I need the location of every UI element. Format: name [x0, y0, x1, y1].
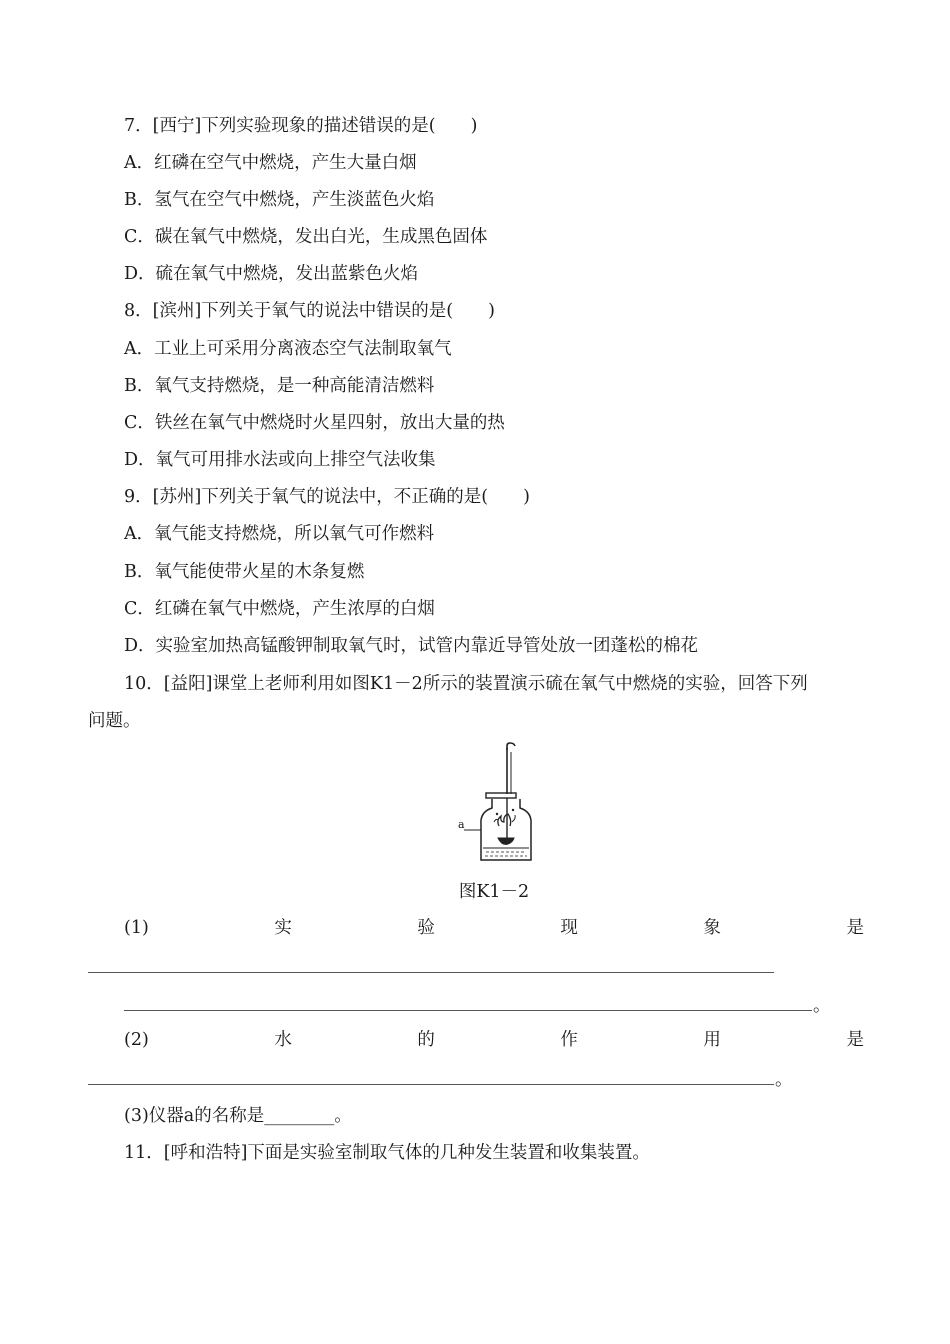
q10-sub1-answer-line-2[interactable]: [124, 1010, 812, 1011]
q9-stem: 9．[苏州]下列关于氧气的说法中，不正确的是( ): [124, 487, 530, 507]
q7-option-d: D．硫在氧气中燃烧，发出蓝紫色火焰: [124, 264, 419, 284]
q9-option-b: B．氧气能使带火星的木条复燃: [124, 562, 365, 582]
q10-sub2-word: 作: [560, 1030, 578, 1050]
figure-label-a: a: [458, 818, 465, 831]
q8-stem: 8．[滨州]下列关于氧气的说法中错误的是( ): [124, 301, 495, 321]
q7-option-b: B．氢气在空气中燃烧，产生淡蓝色火焰: [124, 190, 435, 210]
q10-sub1-word: 验: [417, 918, 435, 938]
q10-stem: 10．[益阳]课堂上老师利用如图K1－2所示的装置演示硫在氧气中燃烧的实验，回答下列: [124, 674, 808, 694]
combustion-bottle-figure: [450, 742, 550, 872]
q8-option-b: B．氧气支持燃烧，是一种高能清洁燃料: [124, 376, 435, 396]
q7-option-c: C．碳在氧气中燃烧，发出白光，生成黑色固体: [124, 227, 488, 247]
q10-sub1-answer-line-1[interactable]: [88, 972, 774, 973]
q10-sub2-prompt: [124, 1028, 864, 1052]
q10-sub2-period: 。: [775, 1070, 793, 1090]
q9-option-c: C．红磷在氧气中燃烧，产生浓厚的白烟: [124, 599, 435, 619]
figure-caption: 图K1－2: [458, 882, 530, 902]
q10-sub2-word: 用: [703, 1030, 721, 1050]
q10-sub1-word: 实: [274, 918, 292, 938]
q9-option-d: D．实验室加热高锰酸钾制取氧气时，试管内靠近导管处放一团蓬松的棉花: [124, 636, 699, 656]
q10-sub2-word: 水: [274, 1030, 292, 1050]
q10-sub2-word: 是: [846, 1030, 864, 1050]
q9-option-a: A．氧气能支持燃烧，所以氧气可作燃料: [124, 524, 435, 544]
q10-sub1-prompt: [124, 916, 864, 940]
q10-stem-continued: 问题。: [88, 711, 141, 731]
q10-sub2-word: (2): [124, 1030, 149, 1050]
q8-option-c: C．铁丝在氧气中燃烧时火星四射，放出大量的热: [124, 413, 505, 433]
q10-sub1-word: 是: [846, 918, 864, 938]
q10-sub2-answer-line[interactable]: [88, 1084, 774, 1085]
q7-stem: 7．[西宁]下列实验现象的描述错误的是( ): [124, 116, 478, 136]
q10-sub1-word: 象: [703, 918, 721, 938]
q10-sub3: (3)仪器a的名称是________。: [124, 1106, 352, 1126]
q8-option-d: D．氧气可用排水法或向上排空气法收集: [124, 450, 436, 470]
q10-sub1-word: (1): [124, 918, 149, 938]
q10-sub1-word: 现: [560, 918, 578, 938]
q11-stem: 11．[呼和浩特]下面是实验室制取气体的几种发生装置和收集装置。: [124, 1143, 650, 1163]
q8-option-a: A．工业上可采用分离液态空气法制取氧气: [124, 339, 452, 359]
q7-option-a: A．红磷在空气中燃烧，产生大量白烟: [124, 153, 417, 173]
q10-sub1-period: 。: [813, 996, 831, 1016]
q10-sub2-word: 的: [417, 1030, 435, 1050]
